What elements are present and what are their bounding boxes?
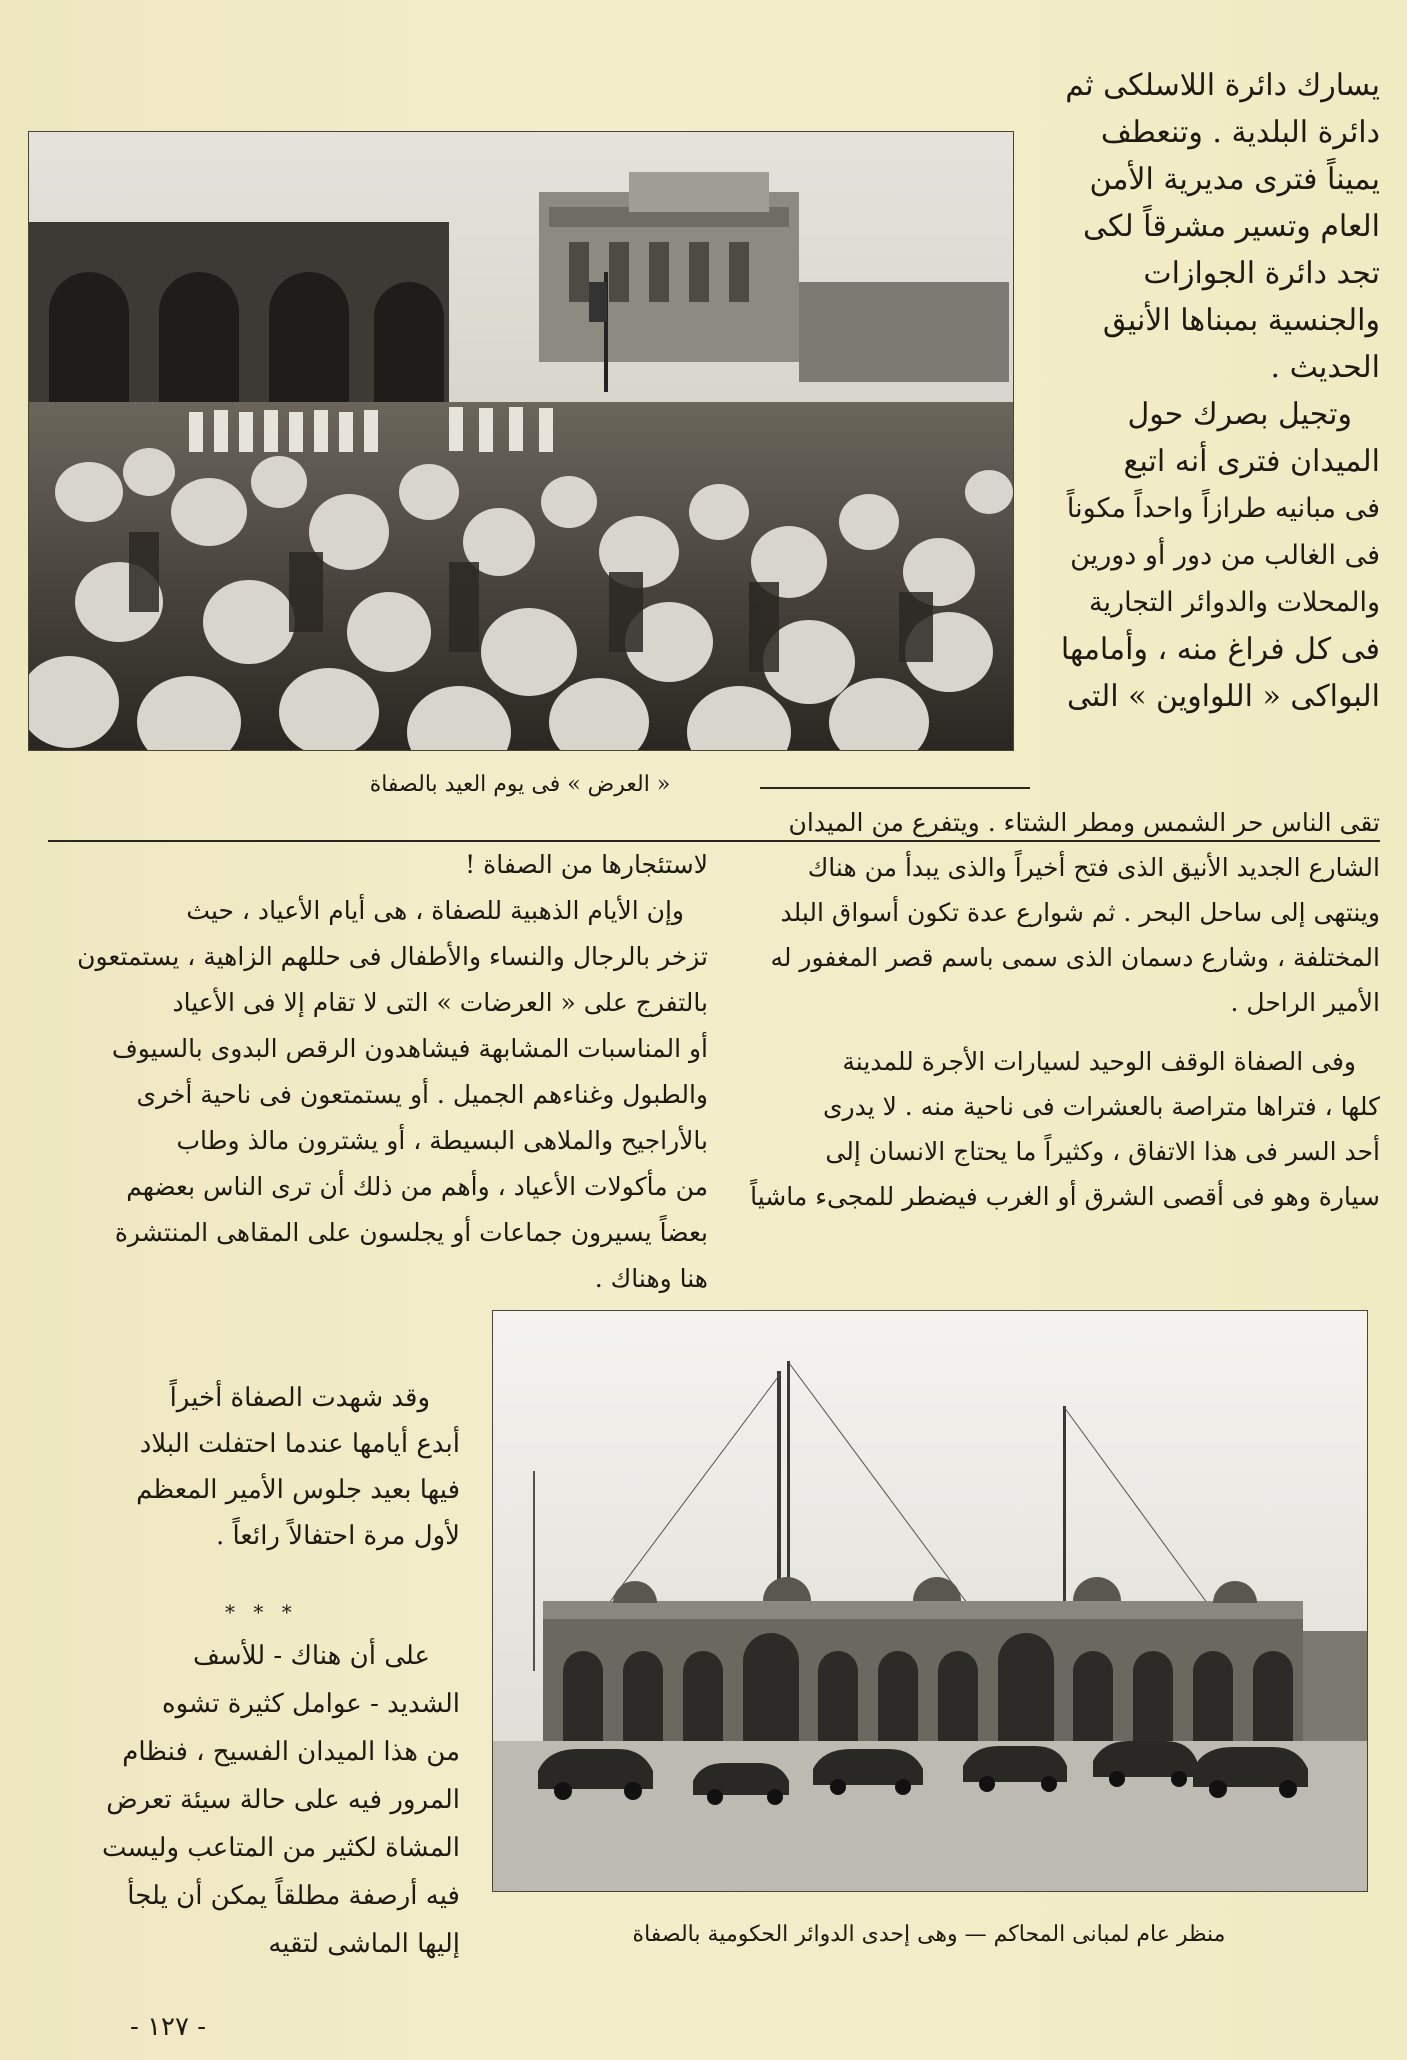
text-line: والمحلات والدوائر التجارية bbox=[1089, 587, 1380, 618]
text-line: والجنسية بمبناها الأنيق bbox=[1102, 303, 1380, 338]
photo-courts-building-caption bbox=[492, 1922, 1366, 1947]
stars-text: * * * bbox=[225, 1600, 298, 1624]
text-line: الميدان فترى أنه اتبع bbox=[1123, 444, 1380, 479]
text-line: فى كل فراغ منه ، وأمامها bbox=[1060, 632, 1380, 667]
left-column bbox=[48, 842, 708, 1302]
text-line: من مأكولات الأعياد ، وأهم من ذلك أن ترى الناس بعضهم bbox=[126, 1172, 708, 1201]
text-line: لاستئجارها من الصفاة ! bbox=[465, 850, 708, 879]
text-line: البواكى « اللواوين » التى bbox=[1067, 679, 1380, 714]
text-line: المشاة لكثير من المتاعب وليست bbox=[101, 1833, 460, 1863]
text-line: الشديد - عوامل كثيرة تشوه bbox=[161, 1689, 460, 1719]
photo-eid-parade-image bbox=[29, 132, 1013, 750]
text-line: هنا وهناك . bbox=[594, 1264, 708, 1293]
text-line: يسارك دائرة اللاسلكى ثم bbox=[1065, 68, 1380, 103]
photo-eid-parade-caption-text: « العرض » فى يوم العيد بالصفاة bbox=[369, 772, 671, 797]
text-line: الأمير الراحل . bbox=[1230, 988, 1380, 1017]
photo-courts-building-image bbox=[493, 1311, 1367, 1891]
text-line: دائرة البلدية . وتنعطف bbox=[1100, 115, 1380, 150]
bottom-left-column-a bbox=[60, 1375, 460, 1559]
text-line: وينتهى إلى ساحل البحر . ثم شوارع عدة تكون أسواق البلد bbox=[780, 898, 1380, 927]
text-line: فيه أرصفة مطلقاً يمكن أن يلجأ bbox=[127, 1881, 460, 1911]
text-line: وفى الصفاة الوقف الوحيد لسيارات الأجرة للمدينة bbox=[842, 1047, 1356, 1076]
text-line: إليها الماشى لتقيه bbox=[268, 1929, 460, 1959]
text-line: وقد شهدت الصفاة أخيراً bbox=[169, 1383, 430, 1413]
text-line: بالتفرج على « العرضات » التى لا تقام إلا فى الأعياد bbox=[172, 988, 708, 1017]
bottom-left-column-b bbox=[60, 1632, 460, 1968]
photo-courts-building-caption-text: منظر عام لمبانى المحاكم — وهى إحدى الدوائر الحكومية بالصفاة bbox=[632, 1922, 1226, 1947]
text-line: فيها بعيد جلوس الأمير المعظم bbox=[136, 1475, 460, 1505]
mid-right-column bbox=[740, 800, 1380, 1219]
text-line: الحديث . bbox=[1270, 350, 1380, 385]
text-line: يميناً فترى مديرية الأمن bbox=[1089, 162, 1380, 197]
text-line: أحد السر فى هذا الاتفاق ، وكثيراً ما يحتاج الانسان إلى bbox=[825, 1137, 1380, 1166]
text-line: لأول مرة احتفالاً رائعاً . bbox=[215, 1521, 460, 1551]
text-line: أو المناسبات المشابهة فيشاهدون الرقص البدوى بالسيوف bbox=[111, 1034, 708, 1063]
photo-courts-building bbox=[492, 1310, 1368, 1892]
text-line: والطبول وغناءهم الجميل . أو يستمتعون فى ناحية أخرى bbox=[136, 1080, 708, 1109]
text-line: تزخر بالرجال والنساء والأطفال فى حللهم الزاهية ، يستمتعون bbox=[77, 942, 708, 971]
text-line: المختلفة ، وشارع دسمان الذى سمى باسم قصر المغفور له bbox=[770, 943, 1380, 972]
page-number bbox=[130, 2012, 206, 2042]
text-line: العام وتسير مشرقاً لكى bbox=[1082, 209, 1380, 244]
text-line: الشارع الجديد الأنيق الذى فتح أخيراً والذى يبدأ من هناك bbox=[807, 853, 1380, 882]
text-line: على أن هناك - للأسف bbox=[193, 1641, 430, 1671]
text-line: كلها ، فتراها متراصة بالعشرات فى ناحية منه . لا يدرى bbox=[822, 1092, 1380, 1121]
text-line: فى الغالب من دور أو دورين bbox=[1070, 540, 1380, 571]
caption-underline bbox=[760, 787, 1030, 789]
text-line: المرور فيه على حالة سيئة تعرض bbox=[106, 1785, 460, 1815]
text-line: وتجيل بصرك حول bbox=[1127, 397, 1352, 432]
text-line: تقى الناس حر الشمس ومطر الشتاء . ويتفرع من الميدان bbox=[788, 808, 1380, 837]
section-separator-stars bbox=[225, 1600, 298, 1624]
text-line: أبدع أيامها عندما احتفلت البلاد bbox=[139, 1429, 460, 1459]
top-right-column bbox=[1040, 62, 1380, 720]
text-line: فى مبانيه طرازاً واحداً مكوناً bbox=[1066, 493, 1380, 524]
text-line: تجد دائرة الجوازات bbox=[1143, 256, 1380, 291]
photo-eid-parade bbox=[28, 131, 1014, 751]
text-line: بعضاً يسيرون جماعات أو يجلسون على المقاهى المنتشرة bbox=[114, 1218, 708, 1247]
text-line: وإن الأيام الذهبية للصفاة ، هى أيام الأعياد ، حيث bbox=[186, 896, 684, 925]
text-line: بالأراجيح والملاهى البسيطة ، أو يشترون مالذ وطاب bbox=[176, 1126, 708, 1155]
text-line: سيارة وهو فى أقصى الشرق أو الغرب فيضطر للمجىء ماشياً bbox=[750, 1182, 1380, 1211]
page-number-text: - ١٢٧ - bbox=[130, 2012, 207, 2042]
text-line: من هذا الميدان الفسيح ، فنظام bbox=[122, 1737, 460, 1767]
photo-eid-parade-caption bbox=[60, 772, 980, 797]
